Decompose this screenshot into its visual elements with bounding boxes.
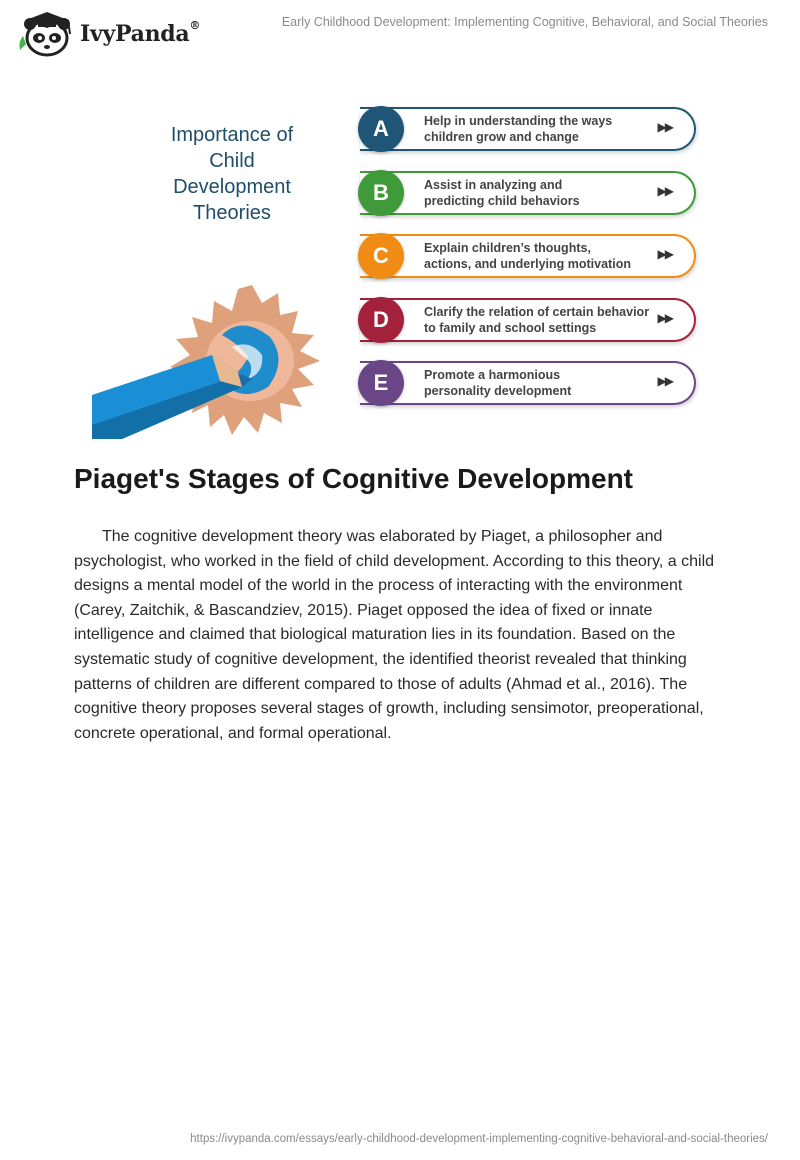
theory-item-e xyxy=(360,361,696,405)
source-url[interactable]: https://ivypanda.com/essays/early-childhood-development-implementing-cognitive-behavioral-and-social-theories/ xyxy=(190,1133,768,1145)
theory-item-text: Clarify the relation of certain behavior to family and school settings xyxy=(424,305,650,335)
brand-name: IvyPanda® xyxy=(80,19,201,47)
letter-badge: E xyxy=(358,360,404,406)
pencil-shavings-illustration xyxy=(92,275,342,439)
theory-item-text: Help in understanding the ways children grow and change xyxy=(424,114,613,144)
infographic-title: Importance of Child Development Theories xyxy=(170,124,294,224)
theory-item-text: Promote a harmonious personality development xyxy=(424,368,572,398)
theory-item-text: Assist in analyzing and predicting child behaviors xyxy=(424,178,580,208)
letter-badge: D xyxy=(358,297,404,343)
letter-badge: C xyxy=(358,233,404,279)
letter-badge: A xyxy=(358,106,404,152)
theory-item-text: Explain children’s thoughts, actions, and underlying motivation xyxy=(424,241,631,271)
theories-infographic xyxy=(92,95,706,439)
fast-forward-icon: ▶▶ xyxy=(657,120,672,134)
theory-item-c xyxy=(360,234,696,278)
fast-forward-icon: ▶▶ xyxy=(657,374,672,388)
theory-item-d xyxy=(360,298,696,342)
document-title: Early Childhood Development: Implementing Cognitive, Behavioral, and Social Theories xyxy=(281,15,768,29)
section-heading: Piaget's Stages of Cognitive Development xyxy=(74,463,634,494)
brand-logo[interactable] xyxy=(16,10,200,58)
body-paragraph: The cognitive development theory was elaborated by Piaget, a philosopher and psychologist, who worked in the field of child development. According to this theory, a child designs a mental model of the world in the process of interacting with the environment (Carey, Zaitchik, & Bascandziev, 2015). Piaget opposed the idea of fixed or innate intelligence and claimed that biological maturation lies in its foundation. Based on the systematic study of cognitive development, the identified theorist revealed that thinking patterns of children are different compared to those of adults (Ahmad et al., 2016). The cognitive theory proposes several stages of growth, including sensimotor, preoperational, concrete operational, and formal operational. xyxy=(74,528,715,742)
fast-forward-icon: ▶▶ xyxy=(657,311,672,325)
theory-item-b xyxy=(360,171,696,215)
letter-badge: B xyxy=(358,170,404,216)
fast-forward-icon: ▶▶ xyxy=(657,184,672,198)
fast-forward-icon: ▶▶ xyxy=(657,247,672,261)
panda-logo-icon xyxy=(16,10,78,58)
theory-item-a xyxy=(360,107,696,151)
